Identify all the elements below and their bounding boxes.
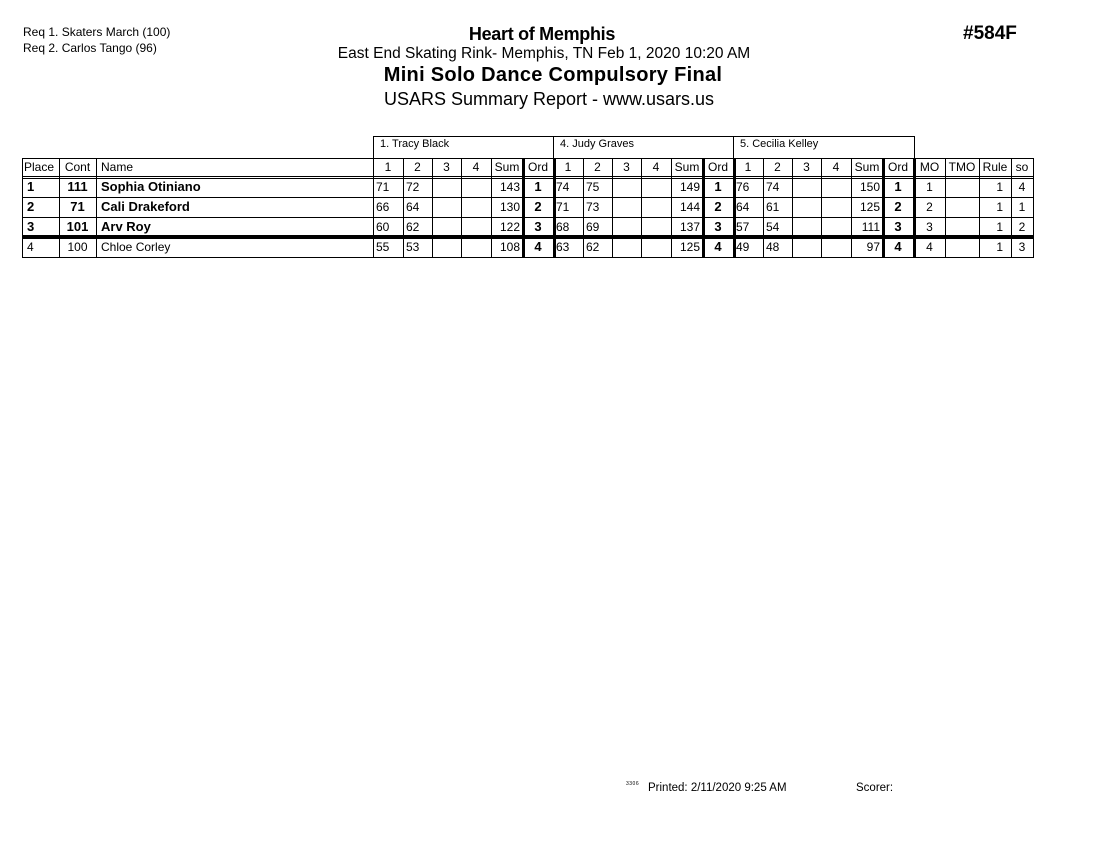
cell-score-3 [792, 238, 821, 258]
cell-cont: 111 [67, 179, 88, 194]
cell-score-1: 55 [376, 240, 390, 254]
cell-score-2: 48 [766, 240, 780, 254]
judge-block-border [553, 158, 556, 258]
cell-sum: 137 [679, 220, 700, 234]
cell-score-1: 60 [376, 220, 390, 234]
cell-cont: 100 [67, 240, 88, 254]
judge-block-border [913, 158, 916, 258]
cell-cont: 101 [66, 219, 89, 234]
judge-header-2: 4. Judy Graves [553, 136, 734, 158]
column-divider [851, 158, 852, 258]
cell-sum: 149 [679, 180, 700, 194]
cell-score-2: 74 [766, 180, 780, 194]
column-divider [612, 158, 613, 258]
cell-rule: 1 [996, 240, 1003, 254]
column-divider [96, 158, 97, 258]
col-header-judge3-3: 3 [803, 160, 810, 174]
ordinal-column-border [882, 158, 885, 258]
cell-score-4 [641, 198, 671, 218]
cell-score-2: 75 [586, 180, 600, 194]
col-header-judge3-ord: Ord [887, 160, 908, 174]
cell-score-4 [461, 178, 491, 198]
report-title: Mini Solo Dance Compulsory Final [383, 64, 723, 86]
cell-score-1: 49 [736, 240, 750, 254]
cell-so: 1 [1018, 200, 1026, 214]
cell-score-4 [461, 238, 491, 258]
scorer-label: Scorer: [856, 782, 894, 794]
cell-score-3 [612, 238, 641, 258]
cell-sum: 144 [679, 200, 700, 214]
cell-score-4 [641, 178, 671, 198]
judge-header-3: 5. Cecilia Kelley [733, 136, 915, 158]
col-header-judge1-2: 2 [414, 160, 421, 174]
cell-score-1: 63 [556, 240, 570, 254]
cell-score-3 [432, 238, 461, 258]
cell-sum: 97 [866, 240, 880, 254]
cell-score-4 [821, 198, 851, 218]
cell-ordinal: 4 [714, 239, 722, 254]
cell-score-2: 69 [586, 220, 600, 234]
cell-score-2: 61 [766, 200, 780, 214]
cell-score-1: 68 [556, 220, 570, 234]
cell-score-1: 71 [556, 200, 570, 214]
cell-score-1: 57 [736, 220, 750, 234]
col-header-rule: Rule [982, 160, 1008, 174]
event-code: #584F [963, 23, 1017, 44]
cell-ordinal: 3 [894, 219, 902, 234]
col-header-judge2-2: 2 [594, 160, 601, 174]
col-header-name: Name [101, 160, 134, 174]
col-header-so: so [1015, 160, 1029, 174]
cell-score-1: 66 [376, 200, 390, 214]
column-divider [641, 158, 642, 258]
cell-rule: 1 [996, 180, 1003, 194]
col-header-judge2-4: 4 [652, 160, 660, 174]
cell-sum: 125 [859, 200, 880, 214]
cell-score-3 [432, 178, 461, 198]
event-name: Heart of Memphis [468, 24, 616, 44]
col-header-judge1-1: 1 [384, 160, 392, 174]
column-divider [461, 158, 462, 258]
cell-sum: 111 [861, 220, 880, 234]
cell-name: Chloe Corley [101, 240, 171, 254]
col-header-mo: MO [919, 160, 940, 174]
col-header-cont: Cont [64, 160, 91, 174]
col-header-judge3-4: 4 [832, 160, 840, 174]
cell-sum: 122 [499, 220, 520, 234]
column-divider [59, 158, 60, 258]
cell-score-3 [432, 198, 461, 218]
col-header-tmo: TMO [948, 160, 976, 174]
requirement-1: Req 1. Skaters March (100) [23, 25, 171, 39]
col-header-judge3-sum: Sum [854, 160, 880, 174]
col-header-judge1-sum: Sum [494, 160, 520, 174]
cell-score-4 [641, 238, 671, 258]
column-divider [671, 158, 672, 258]
cell-score-2: 62 [406, 220, 420, 234]
col-header-judge3-1: 1 [744, 160, 752, 174]
column-divider [792, 158, 793, 258]
cell-score-3 [792, 198, 821, 218]
column-divider [979, 158, 980, 258]
cell-tmo [945, 198, 979, 218]
cell-tmo [945, 178, 979, 198]
column-divider [763, 158, 764, 258]
judge-header-1: 1. Tracy Black [373, 136, 554, 158]
column-divider [491, 158, 492, 258]
cell-score-1: 64 [736, 200, 750, 214]
col-header-judge1-4: 4 [472, 160, 480, 174]
cell-name: Sophia Otiniano [101, 179, 201, 194]
cell-cont: 71 [70, 199, 85, 214]
col-header-place: Place [24, 160, 55, 174]
cell-ordinal: 2 [714, 199, 722, 214]
judge-block-border [733, 158, 736, 258]
report-subtitle: USARS Summary Report - www.usars.us [383, 89, 715, 109]
cell-score-2: 73 [586, 200, 600, 214]
cell-score-2: 72 [406, 180, 420, 194]
cell-score-3 [612, 178, 641, 198]
printed-timestamp: Printed: 2/11/2020 9:25 AM [648, 782, 787, 794]
cell-sum: 108 [499, 240, 520, 254]
cell-name: Cali Drakeford [101, 199, 190, 214]
cell-place: 2 [27, 199, 35, 214]
cell-score-1: 74 [556, 180, 570, 194]
cell-sum: 130 [499, 200, 520, 214]
cell-mo: 1 [926, 180, 933, 194]
col-header-judge2-3: 3 [623, 160, 630, 174]
cell-name: Arv Roy [101, 219, 151, 234]
column-divider [945, 158, 946, 258]
cell-ordinal: 3 [534, 219, 542, 234]
cell-place: 3 [27, 219, 35, 234]
cell-rule: 1 [996, 200, 1003, 214]
column-divider [373, 158, 374, 258]
column-divider [22, 158, 23, 258]
cell-so: 2 [1018, 220, 1026, 234]
judge-box-right-edge [914, 136, 915, 158]
cell-score-3 [792, 178, 821, 198]
column-divider [583, 158, 584, 258]
cell-ordinal: 3 [714, 219, 722, 234]
column-divider [432, 158, 433, 258]
cell-ordinal: 2 [894, 199, 902, 214]
col-header-judge1-3: 3 [443, 160, 450, 174]
cell-score-2: 54 [766, 220, 780, 234]
cell-score-2: 62 [586, 240, 600, 254]
cell-ordinal: 1 [894, 179, 902, 194]
col-header-judge1-ord: Ord [527, 160, 548, 174]
cell-score-1: 71 [376, 180, 390, 194]
cell-score-4 [461, 198, 491, 218]
cell-sum: 150 [859, 180, 880, 194]
cell-ordinal: 2 [534, 199, 542, 214]
column-divider [1033, 158, 1034, 258]
cell-ordinal: 4 [534, 239, 542, 254]
cell-tmo [945, 238, 979, 258]
col-header-judge3-2: 2 [774, 160, 781, 174]
cell-so: 3 [1018, 240, 1026, 254]
cell-ordinal: 1 [714, 179, 722, 194]
cell-score-4 [821, 238, 851, 258]
cell-mo: 2 [926, 200, 933, 214]
ordinal-column-border [522, 158, 525, 258]
cell-place: 1 [27, 179, 35, 194]
cell-so: 4 [1018, 180, 1026, 194]
cell-rule: 1 [996, 220, 1003, 234]
column-divider [1011, 158, 1012, 258]
cell-score-1: 76 [736, 180, 750, 194]
col-header-judge2-1: 1 [564, 160, 572, 174]
cell-score-3 [612, 198, 641, 218]
cell-sum: 143 [499, 180, 520, 194]
column-divider [821, 158, 822, 258]
cell-score-2: 53 [406, 240, 420, 254]
venue-date: East End Skating Rink- Memphis, TN Feb 1, 2020 10:20 AM [337, 45, 751, 62]
cell-mo: 3 [926, 220, 933, 234]
cell-score-2: 64 [406, 200, 420, 214]
col-header-judge2-sum: Sum [674, 160, 700, 174]
cell-ordinal: 1 [534, 179, 542, 194]
column-divider [403, 158, 404, 258]
ordinal-column-border [702, 158, 705, 258]
col-header-judge2-ord: Ord [707, 160, 728, 174]
cell-mo: 4 [926, 240, 933, 254]
cell-ordinal: 4 [894, 239, 902, 254]
footer-mark: 3306 [626, 781, 640, 787]
requirement-2: Req 2. Carlos Tango (96) [23, 41, 157, 55]
cell-place: 4 [27, 240, 34, 254]
cell-sum: 125 [679, 240, 700, 254]
cell-score-4 [821, 178, 851, 198]
